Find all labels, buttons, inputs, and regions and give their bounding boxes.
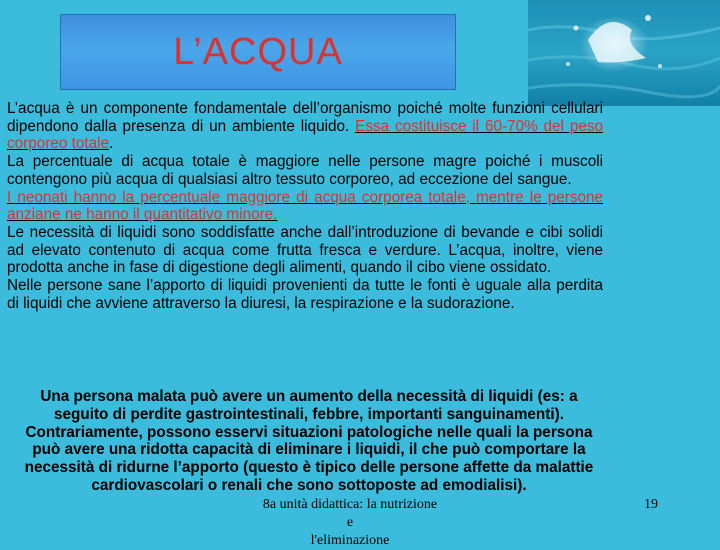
- footer-line-1: 8a unità didattica: la nutrizione e: [262, 497, 438, 530]
- page-number: 19: [644, 497, 658, 512]
- highlight-newborns: I neonati hanno la percentuale maggiore di acqua corporea totale, mentre le persone anziane ne hanno il quantitativo minore.: [7, 188, 603, 224]
- paragraph-3: [7, 189, 603, 224]
- highlight-water-percentage: Essa costituisce il 60-70% del peso corporeo totale: [7, 117, 603, 153]
- paragraph-6-bold: Una persona malata può avere un aumento della necessità di liquidi (es: a seguito di perdite gastrointestinali, febbre, importanti sanguinamenti). Contrariamente, possono esservi situazioni patologiche nelle quali la persona può avere una ridotta capacità di eliminare i liquidi, il che può comportare la necessità di ridurne l’apporto (questo è tipico delle persone affette da malattie cardiovascolari o renali che sono sottoposte ad emodialisi).: [24, 388, 594, 494]
- paragraph-4: Le necessità di liquidi sono soddisfatte anche dall’introduzione di bevande e cibi solidi ad elevato contenuto di acqua come frutta fresca e verdure. L’acqua, inoltre, viene prodotta anche in fase di digestione degli alimenti, quando il cibo viene ossidato.: [7, 223, 603, 277]
- paragraph-2: La percentuale di acqua totale è maggiore nelle persone magre poiché i muscoli contengono più acqua di qualsiasi altro tessuto corporeo, ad eccezione del sangue.: [7, 153, 603, 188]
- body-text: [7, 100, 603, 312]
- footer: [260, 496, 440, 550]
- paragraph-5: Nelle persone sane l’apporto di liquidi provenienti da tutte le fonti è uguale alla perdita di liquidi che avviene attraverso la diuresi, la respirazione e la sudorazione.: [7, 277, 603, 312]
- paragraph-1-end: .: [109, 135, 114, 153]
- footer-line-2: l'eliminazione: [310, 533, 390, 548]
- slide-title: L’ACQUA: [173, 30, 343, 73]
- paragraph-1: [7, 100, 603, 153]
- water-splash-image: [528, 0, 720, 106]
- paragraph-1-text: L’acqua è un componente fondamentale dell’organismo poiché molte funzioni cellulari dipendono dalla presenza di un ambiente liquido.: [7, 100, 603, 135]
- title-banner: [60, 14, 456, 90]
